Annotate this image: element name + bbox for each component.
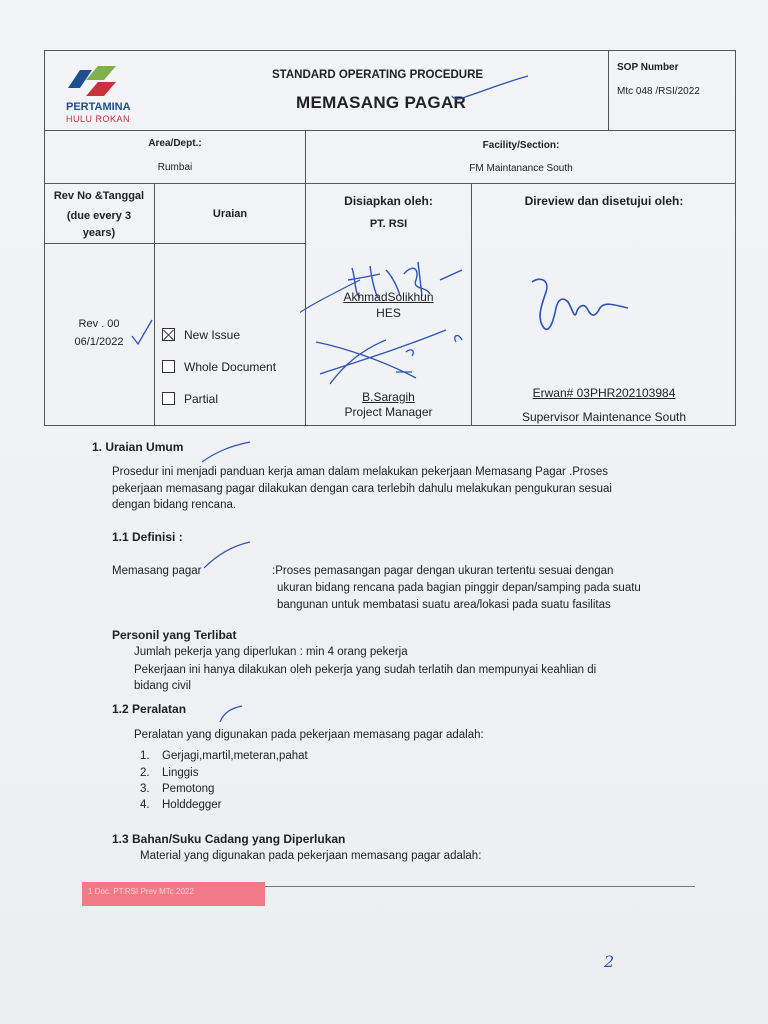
section-1-line-2: pekerjaan memasang pagar dilakukan dengan cara terlebih dahulu melakukan pengukuran sesuai bbox=[112, 483, 612, 495]
reviewed-label: Direview dan disetujui oleh: bbox=[524, 194, 684, 208]
tool-number-3: 3. bbox=[140, 783, 150, 795]
tool-number-1: 1. bbox=[140, 750, 150, 762]
signature-erwan-icon bbox=[510, 268, 640, 340]
tool-name-1: Gerjagi,martil,meteran,pahat bbox=[162, 750, 308, 762]
signer1-name: AkhmadSolikhun bbox=[343, 290, 434, 304]
section-1-1-title: 1.1 Definisi : bbox=[112, 530, 183, 544]
personnel-title: Personil yang Terlibat bbox=[112, 628, 237, 642]
table-rule bbox=[44, 183, 736, 184]
uraian-label: Uraian bbox=[212, 208, 248, 220]
signer2-name: B.Saragih bbox=[362, 390, 415, 404]
rev-label-3: years) bbox=[82, 227, 116, 239]
partial-checkbox[interactable] bbox=[162, 392, 175, 405]
sop-number-value: Mtc 048 /RSI/2022 bbox=[617, 86, 700, 97]
tool-number-2: 2. bbox=[140, 767, 150, 779]
table-rule bbox=[608, 50, 609, 130]
definition-tick-icon bbox=[196, 536, 256, 576]
area-value: Rumbai bbox=[157, 162, 193, 173]
company-name: PERTAMINA bbox=[66, 101, 131, 113]
personnel-line-1: Jumlah pekerja yang diperlukan : min 4 orang pekerja bbox=[134, 646, 408, 658]
company-sub: HULU ROKAN bbox=[66, 114, 131, 124]
signer2-role: Project Manager bbox=[344, 405, 433, 419]
facility-value: FM Maintanance South bbox=[469, 163, 573, 174]
signer3-name: Erwan# 03PHR202103984 bbox=[532, 386, 676, 400]
definition-term: Memasang pagar bbox=[112, 565, 202, 577]
section-1-title: 1. Uraian Umum bbox=[92, 440, 184, 454]
definition-line-2: ukuran bidang rencana pada bagian pinggir depan/samping pada suatu bbox=[277, 582, 641, 594]
rev-label: Rev No &Tanggal bbox=[53, 190, 145, 202]
signature-saragih-icon bbox=[306, 322, 471, 392]
table-rule bbox=[44, 243, 306, 244]
rev-label-2: (due every 3 bbox=[66, 210, 132, 222]
sop-number-label: SOP Number bbox=[617, 62, 679, 73]
facility-label: Facility/Section: bbox=[482, 140, 560, 151]
prepared-label: Disiapkan oleh: bbox=[344, 194, 433, 208]
section-1-line-3: dengan bidang rencana. bbox=[112, 499, 237, 511]
signer1-role: HES bbox=[376, 306, 401, 320]
table-rule bbox=[44, 130, 736, 131]
new-issue-checkbox[interactable] bbox=[162, 328, 175, 341]
tool-name-3: Pemotong bbox=[162, 783, 215, 795]
definition-line-3: bangunan untuk membatasi suatu area/lokasi pada suatu fasilitas bbox=[277, 599, 611, 611]
rev-number: Rev . 00 bbox=[78, 318, 120, 330]
sop-title: STANDARD OPERATING PROCEDURE bbox=[272, 69, 484, 81]
pertamina-logo-icon bbox=[64, 66, 134, 98]
tool-number-4: 4. bbox=[140, 799, 150, 811]
prepared-company: PT. RSI bbox=[369, 218, 408, 230]
area-label: Area/Dept.: bbox=[148, 138, 202, 149]
rev-date: 06/1/2022 bbox=[74, 336, 124, 348]
section-1-line-1: Prosedur ini menjadi panduan kerja aman dalam melakukan pekerjaan Memasang Pagar .Proses bbox=[112, 466, 609, 478]
definition-line-1: :Proses pemasangan pagar dengan ukuran tertentu sesuai dengan bbox=[272, 565, 614, 577]
signer3-role: Supervisor Maintenance South bbox=[521, 410, 687, 424]
personnel-line-2: Pekerjaan ini hanya dilakukan oleh pekerja yang sudah terlatih dan mempunyai keahlian di bbox=[134, 664, 597, 676]
title-tick-icon bbox=[446, 72, 536, 112]
footer-rule bbox=[265, 886, 695, 887]
equipment-intro: Peralatan yang digunakan pada pekerjaan memasang pagar adalah: bbox=[134, 729, 484, 741]
personnel-line-3: bidang civil bbox=[134, 680, 191, 692]
equipment-tick-icon bbox=[216, 702, 246, 726]
tool-name-4: Holddegger bbox=[162, 799, 222, 811]
section-1-3-title: 1.3 Bahan/Suku Cadang yang Diperlukan bbox=[112, 832, 346, 846]
new-issue-label: New Issue bbox=[184, 328, 241, 342]
partial-label: Partial bbox=[184, 392, 219, 406]
doc-title: MEMASANG PAGAR bbox=[296, 93, 467, 112]
whole-document-label: Whole Document bbox=[184, 360, 277, 374]
materials-intro: Material yang digunakan pada pekerjaan memasang pagar adalah: bbox=[140, 850, 482, 862]
footer-text: 1 Doc. PT.RSI Prev MTc 2022 bbox=[88, 887, 194, 896]
page-number-mark: 2 bbox=[604, 952, 615, 971]
tool-name-2: Linggis bbox=[162, 767, 199, 779]
section-1-2-title: 1.2 Peralatan bbox=[112, 702, 187, 716]
whole-document-checkbox[interactable] bbox=[162, 360, 175, 373]
check-mark-icon bbox=[128, 318, 158, 348]
